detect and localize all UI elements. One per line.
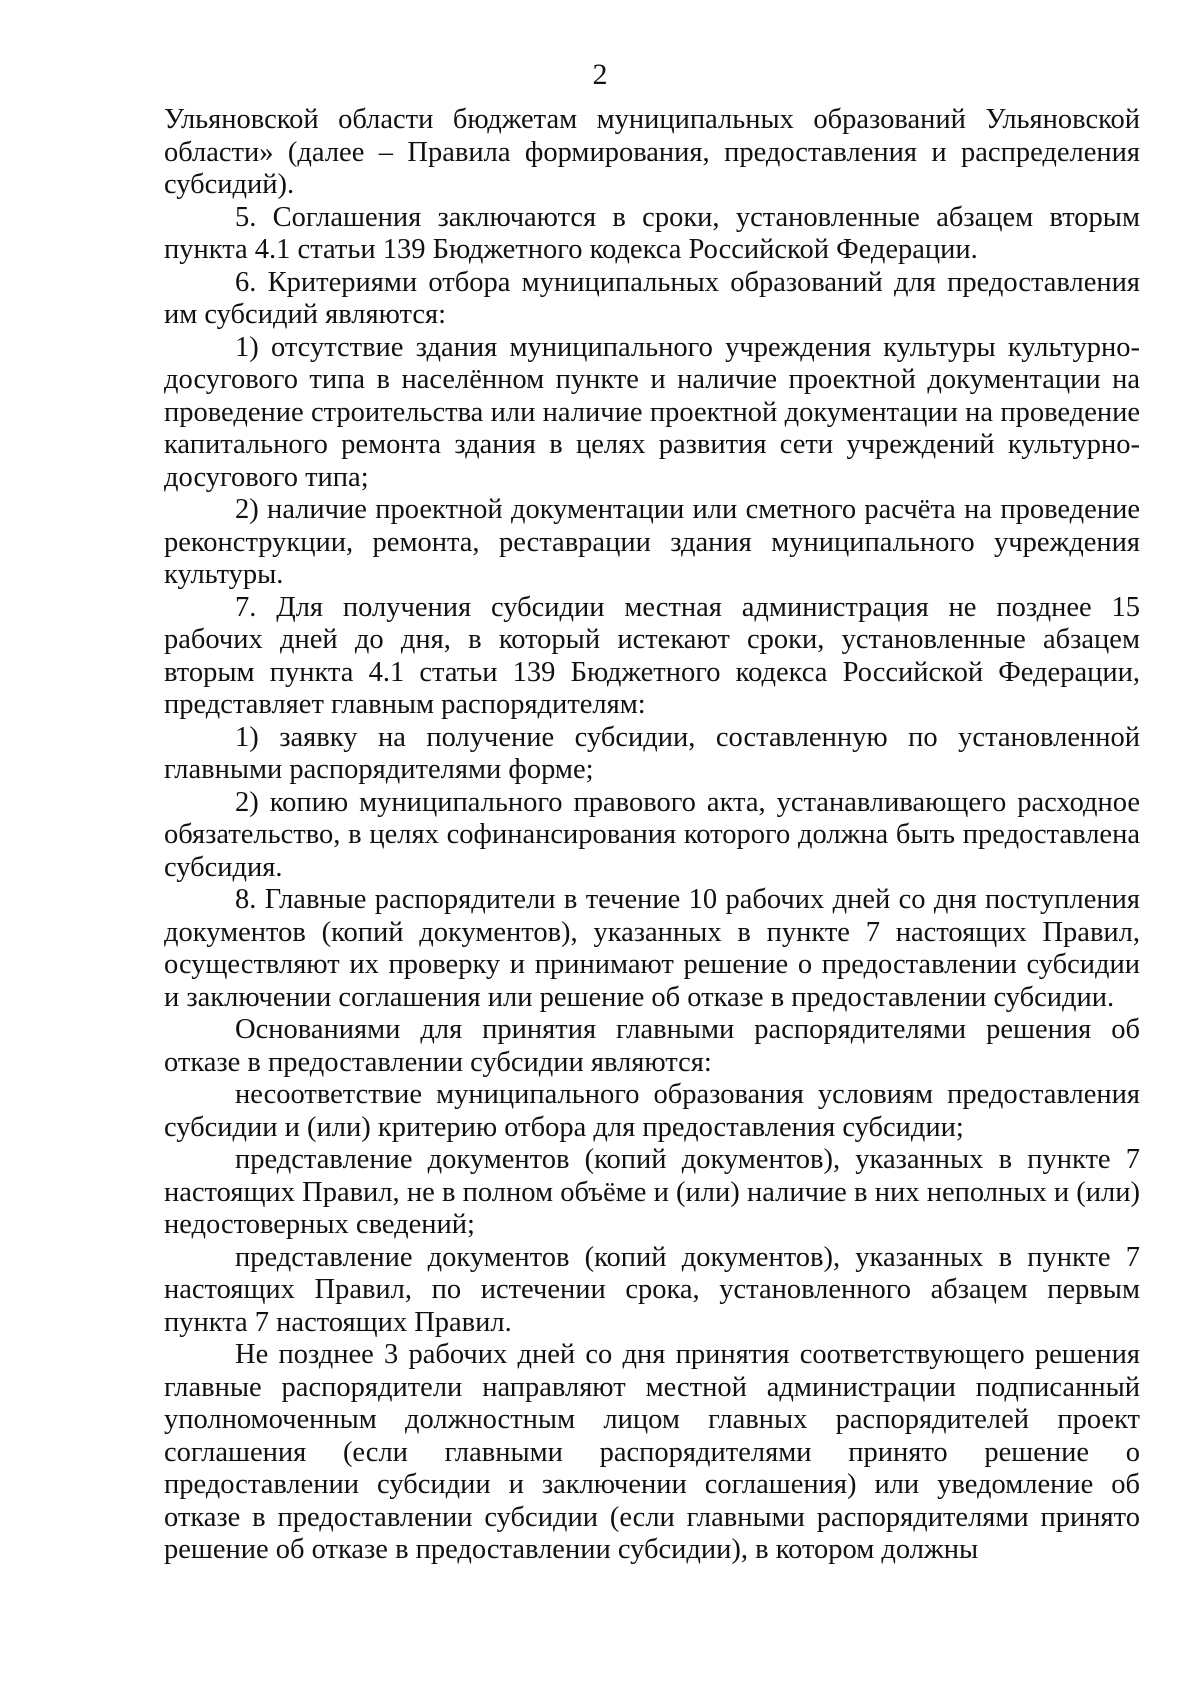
paragraph-8-ground-1: несоответствие муниципального образования условиям предоставления субсидии и (или) критерию отбора для предоставления субсидии;	[164, 1079, 1140, 1143]
paragraph-7: 7. Для получения субсидии местная администрация не позднее 15 рабочих дней до дня, в который истекают сроки, установленные абзацем вторым пункта 4.1 статьи 139 Бюджетного кодекса Российской Федерации, представляет главным распорядителям:	[164, 591, 1140, 720]
paragraph-7-item-1: 1) заявку на получение субсидии, составленную по установленной главными распорядителями форме;	[164, 721, 1140, 785]
paragraph-8-notice: Не позднее 3 рабочих дней со дня принятия соответствующего решения главные распорядители направляют местной администрации подписанный уполномоченным должностным лицом главных распорядителей проект соглашения (если главными распорядителями принято решение о предоставлении субсидии и заключении соглашения) или уведомление об отказе в предоставлении субсидии (если главными распорядителями принято решение об отказе в предоставлении субсидии), в котором должны	[164, 1339, 1140, 1565]
page-number: 2	[592, 58, 608, 91]
paragraph-6-item-1: 1) отсутствие здания муниципального учреждения культуры культурно-досугового типа в населённом пункте и наличие проектной документации на проведение строительства или наличие проектной документации на проведение капитального ремонта здания в целях развития сети учреждений культурно-досугового типа;	[164, 331, 1140, 493]
paragraph-8-ground-2: представление документов (копий документов), указанных в пункте 7 настоящих Правил, не в полном объёме и (или) наличие в них неполных и (или) недостоверных сведений;	[164, 1144, 1140, 1240]
document-body	[164, 104, 1140, 1567]
paragraph-8-grounds: Основаниями для принятия главными распорядителями решения об отказе в предоставлении субсидии являются:	[164, 1014, 1140, 1078]
paragraph-6: 6. Критериями отбора муниципальных образований для предоставления им субсидий являются:	[164, 266, 1140, 330]
paragraph-7-item-2: 2) копию муниципального правового акта, устанавливающего расходное обязательство, в целях софинансирования которого должна быть предоставлена субсидия.	[164, 786, 1140, 883]
paragraph-8: 8. Главные распорядители в течение 10 рабочих дней со дня поступления документов (копий документов), указанных в пункте 7 настоящих Правил, осуществляют их проверку и принимают решение о предоставлении субсидии и заключении соглашения или решение об отказе в предоставлении субсидии.	[164, 884, 1140, 1013]
paragraph-6-item-2: 2) наличие проектной документации или сметного расчёта на проведение реконструкции, ремонта, реставрации здания муниципального учреждения культуры.	[164, 494, 1140, 590]
paragraph-5: 5. Соглашения заключаются в сроки, установленные абзацем вторым пункта 4.1 статьи 139 Бюджетного кодекса Российской Федерации.	[164, 201, 1140, 265]
paragraph-continuation: Ульяновской области бюджетам муниципальных образований Ульяновской области» (далее – Правила формирования, предоставления и распределения субсидий).	[164, 104, 1140, 200]
paragraph-8-ground-3: представление документов (копий документов), указанных в пункте 7 настоящих Правил, по истечении срока, установленного абзацем первым пункта 7 настоящих Правил.	[164, 1241, 1140, 1338]
